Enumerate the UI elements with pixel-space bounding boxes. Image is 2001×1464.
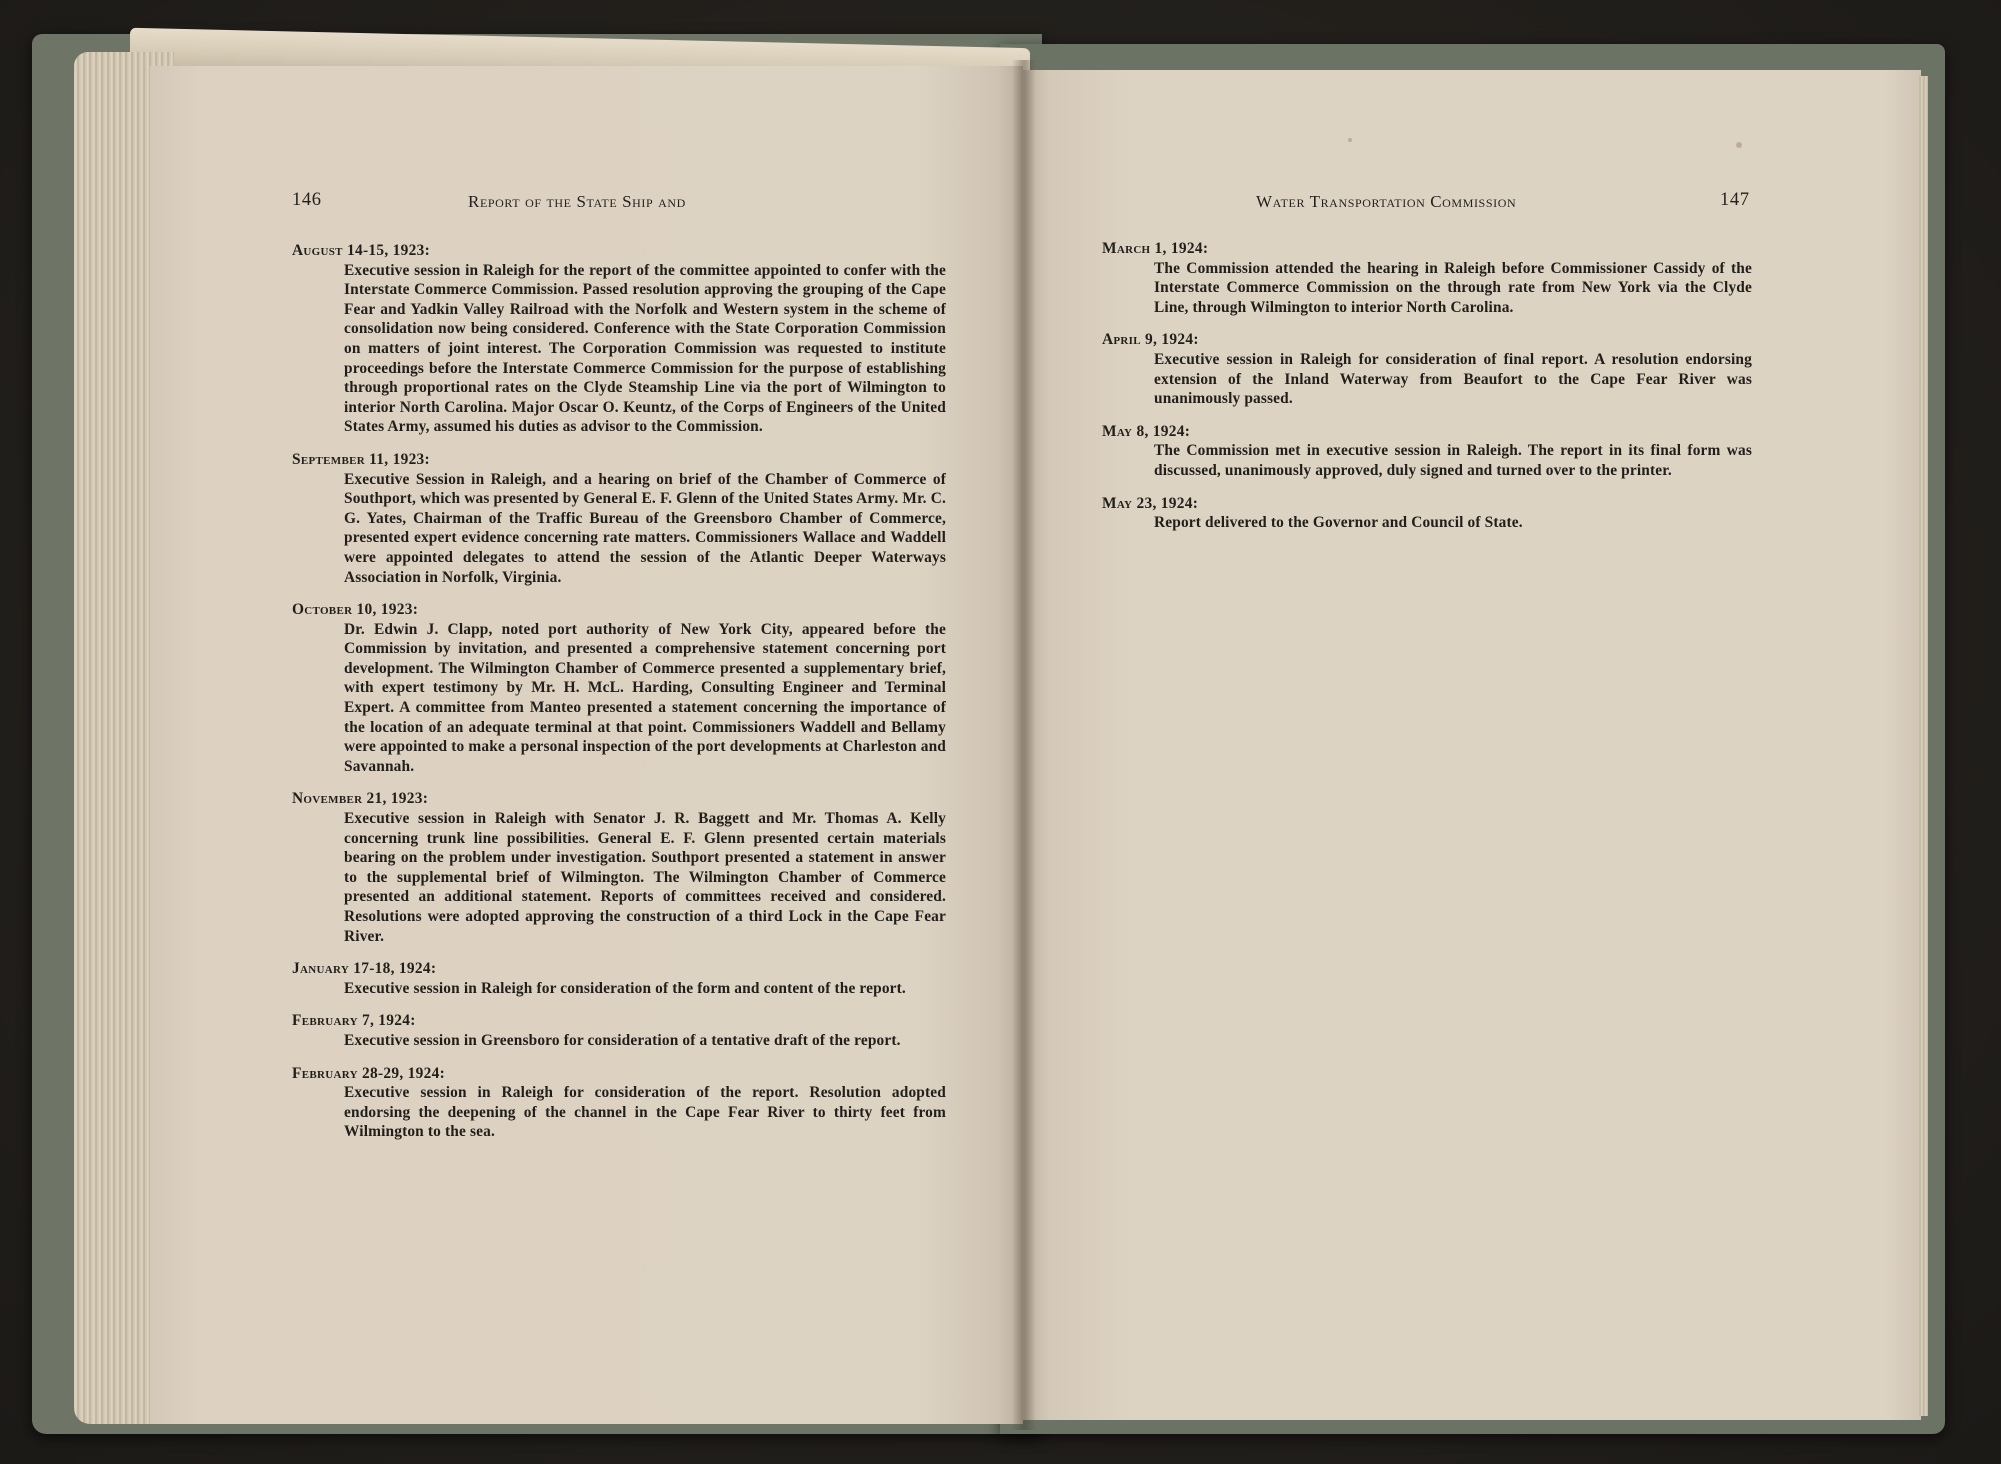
entry-date: September 11, 1923: bbox=[292, 450, 430, 468]
entry-date: August 14-15, 1923: bbox=[292, 242, 431, 259]
right-page-edges bbox=[1918, 76, 1928, 1416]
spine-gutter bbox=[1012, 60, 1036, 1430]
entry-text: Executive Session in Raleigh, and a hearing on brief of the Chamber of Commerce of Southport, which was presented by General E. F. Glenn of the United States Army. Mr. C. G. Yates, Chairman of the Traffic Bureau of the Greensboro Chamber of Commerce, presented expert evidence concerning rate matters. Commissioners Wallace and Waddell were appointed delegates to attend the session of the Atlantic Deeper Waterways Association in Norfolk, Virginia. bbox=[344, 470, 946, 586]
entry-text: Executive session in Raleigh for consideration of the form and content of the report. bbox=[344, 979, 906, 997]
left-page-number: 146 bbox=[292, 190, 322, 210]
entry-text: The Commission met in executive session in Raleigh. The report in its final form was discussed, unanimously approved, duly signed and turned over to the printer. bbox=[1154, 442, 1752, 479]
left-running-head: Report of the State Ship and bbox=[468, 192, 686, 211]
log-entry bbox=[292, 959, 946, 998]
entry-text: Dr. Edwin J. Clapp, noted port authority of New York City, appeared before the Commission by invitation, and presented a comprehensive statement concerning port development. The Wilmington Chamber of Commerce presented a supplementary brief, with expert testimony by Mr. H. McL. Harding, Consulting Engineer and Terminal Expert. A committee from Manteo presented a statement concerning the importance of the location of an adequate terminal at that point. Commissioners Waddell and Bellamy were appointed to make a personal inspection of the port developments at Charleston and Savannah. bbox=[344, 620, 946, 775]
entry-date: October 10, 1923: bbox=[292, 601, 419, 619]
entry-date: May 8, 1924: bbox=[1102, 422, 1191, 440]
entry-date: February 7, 1924: bbox=[292, 1012, 416, 1030]
log-entry bbox=[292, 1064, 946, 1142]
entry-date: May 23, 1924: bbox=[1102, 494, 1199, 512]
right-page-content bbox=[1102, 239, 1752, 546]
entry-text: Executive session in Raleigh for consideration of the report. Resolution adopted endorsing the deepening of the channel in the Cape Fear River to thirty feet from Wilmington to the sea. bbox=[344, 1084, 946, 1141]
paper-speck bbox=[1736, 142, 1742, 148]
log-entry bbox=[1102, 239, 1752, 317]
entry-date: March 1, 1924: bbox=[1102, 240, 1209, 257]
entry-text: The Commission attended the hearing in Raleigh before Commissioner Cassidy of the Interstate Commerce Commission on the through rate from New York via the Clyde Line, through Wilmington to interior North Carolina. bbox=[1154, 259, 1752, 316]
log-entry bbox=[292, 241, 946, 437]
paper-speck bbox=[1348, 138, 1352, 142]
entry-date: January 17-18, 1924: bbox=[292, 960, 437, 978]
entry-text: Report delivered to the Governor and Council of State. bbox=[1154, 514, 1523, 532]
entry-text: Executive session in Greensboro for consideration of a tentative draft of the report. bbox=[344, 1031, 901, 1049]
entry-text: Executive session in Raleigh for consideration of final report. A resolution endorsing extension of the Inland Waterway from Beaufort to the Cape Fear River was unanimously passed. bbox=[1154, 350, 1752, 408]
log-entry bbox=[292, 450, 946, 587]
entry-date: November 21, 1923: bbox=[292, 790, 429, 808]
entry-text: Executive session in Raleigh with Senator J. R. Baggett and Mr. Thomas A. Kelly concerning trunk line possibilities. General E. F. Glenn presented certain materials bearing on the problem under investigation. Southport presented a statement in answer to the supplemental brief of Wilmington. The Wilmington Chamber of Commerce presented an additional statement. Reports of committees received and considered. Resolutions were adopted approving the construction of a third Lock in the Cape Fear River. bbox=[344, 810, 946, 945]
entry-date: April 9, 1924: bbox=[1102, 331, 1199, 349]
left-page-content bbox=[292, 241, 946, 1155]
right-page-number: 147 bbox=[1720, 190, 1750, 210]
entry-date: February 28-29, 1924: bbox=[292, 1064, 446, 1082]
log-entry bbox=[1102, 422, 1752, 481]
right-running-head: Water Transportation Commission bbox=[1256, 192, 1517, 211]
log-entry bbox=[292, 1011, 946, 1050]
log-entry bbox=[1102, 330, 1752, 408]
entry-text: Executive session in Raleigh for the report of the committee appointed to confer with the Interstate Commerce Commission. Passed resolution approving the grouping of the Cape Fear and Yadkin Valley Railroad with the Norfolk and Western system in the scheme of consolidation now being considered. Conference with the State Corporation Commission on matters of joint interest. The Corporation Commission was requested to institute proceedings before the Interstate Commerce Commission for the purpose of establishing through proportional rates on the Clyde Steamship Line via the port of Wilmington to interior North Carolina. Major Oscar O. Keuntz, of the Corps of Engineers of the United States Army, assumed his duties as advisor to the Commission. bbox=[344, 261, 946, 436]
log-entry bbox=[1102, 494, 1752, 533]
log-entry bbox=[292, 600, 946, 776]
log-entry bbox=[292, 789, 946, 946]
